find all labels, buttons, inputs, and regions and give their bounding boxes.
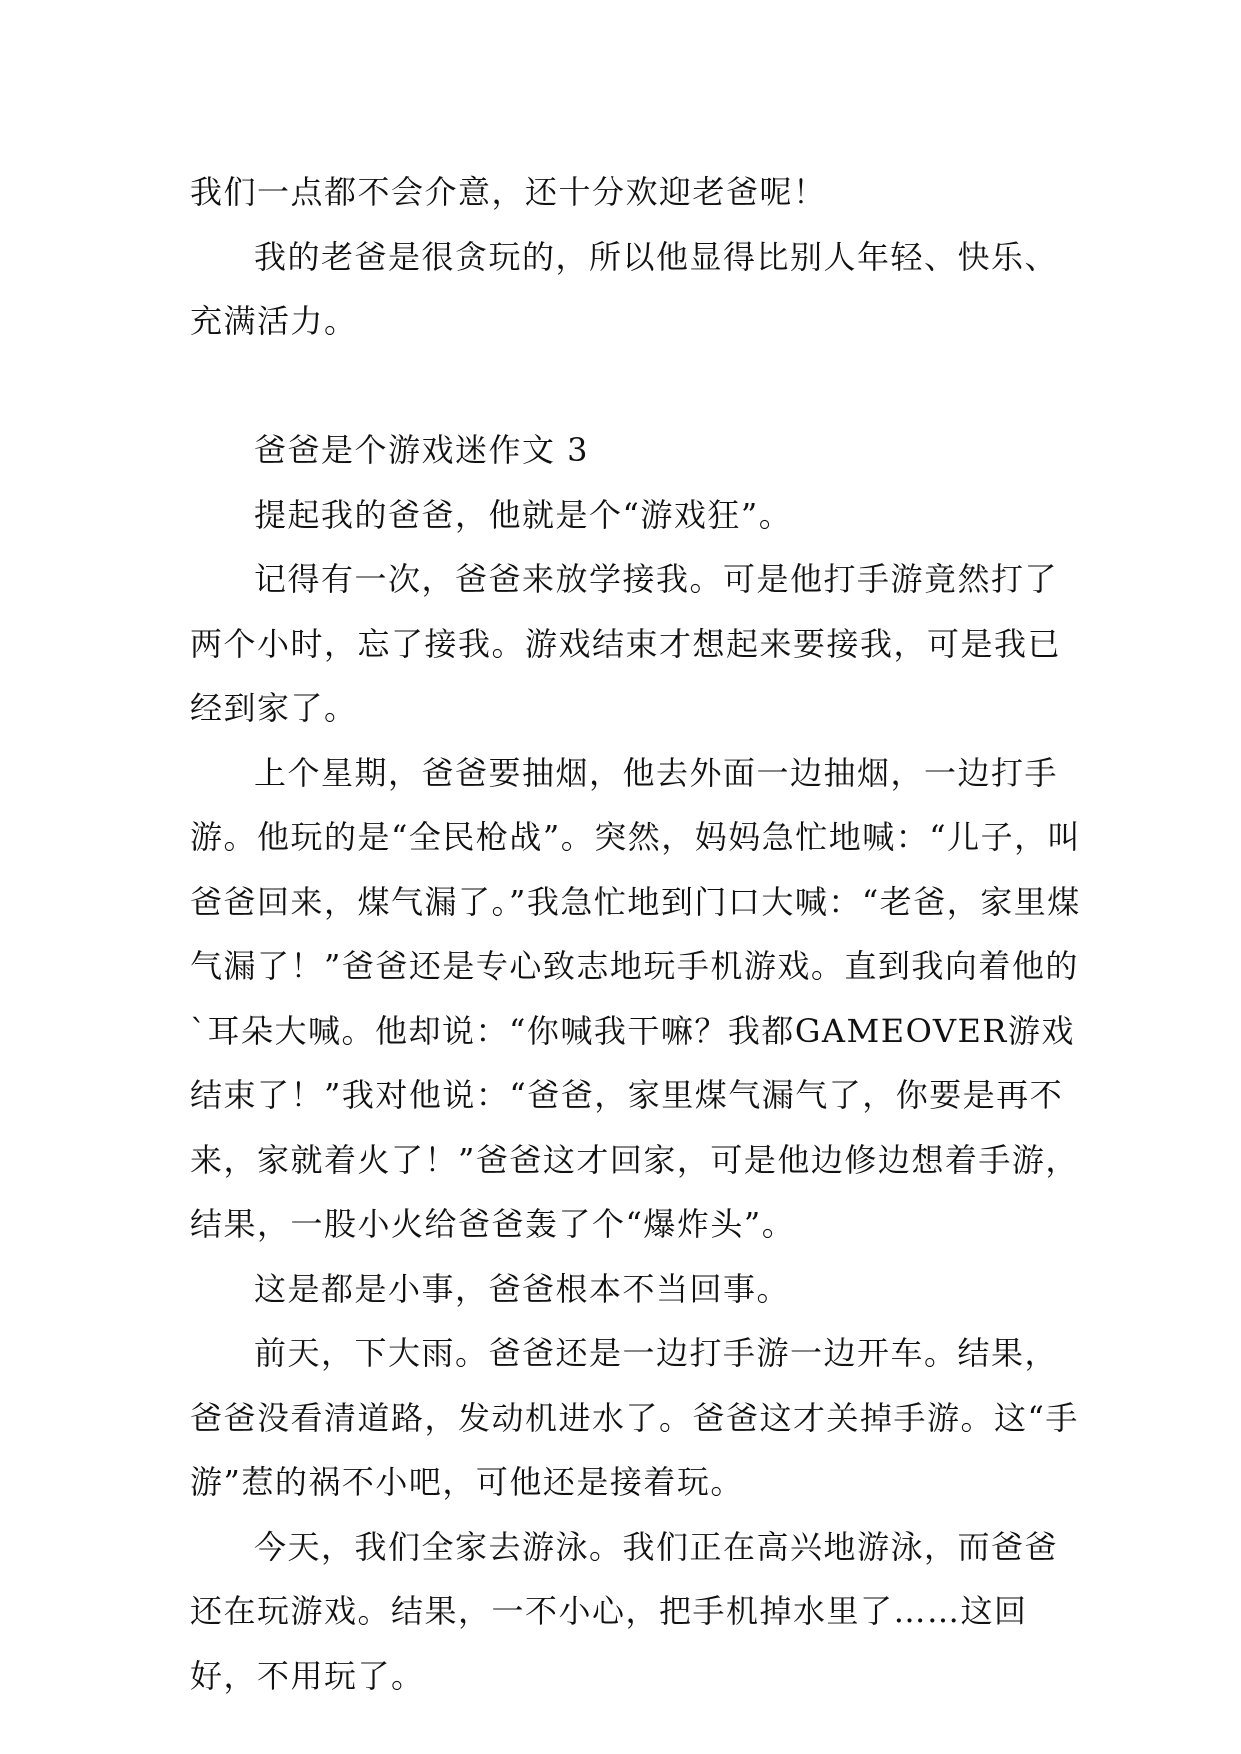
paragraph-gas-leak: 上个星期，爸爸要抽烟，他去外面一边抽烟，一边打手游。他玩的是“全民枪战”。突然，妈妈急忙地喊：“儿子，叫爸爸回来，煤气漏了。”我急忙地到门口大喊：“老爸，家里煤气漏了！”爸爸还是专心致志地玩手机游戏。直到我向着他的`耳朵大喊。他却说：“你喊我干嘛？我都GAMEOVER游戏结束了！”我对他说：“爸爸，家里煤气漏气了，你要是再不来，家就着火了！”爸爸这才回家，可是他边修边想着手游，结果，一股小火给爸爸轰了个“爆炸头”。 <box>190 753 1082 1243</box>
paragraph-forgot-pickup: 记得有一次，爸爸来放学接我。可是他打手游竟然打了两个小时，忘了接我。游戏结束才想起来要接我，可是我已经到家了。 <box>190 560 1062 727</box>
document-body <box>190 160 1090 1708</box>
section-spacer <box>190 354 1090 419</box>
paragraph-game-maniac: 提起我的爸爸，他就是个“游戏狂”。 <box>254 495 793 534</box>
paragraph-small-matters: 这是都是小事，爸爸根本不当回事。 <box>254 1269 791 1308</box>
paragraph-swimming: 今天，我们全家去游泳。我们正在高兴地游泳，而爸爸还在玩游戏。结果，一不小心，把手机掉水里了……这回好，不用玩了。 <box>190 1527 1059 1695</box>
paragraph-continuation: 我们一点都不会介意，还十分欢迎老爸呢！ <box>190 173 827 211</box>
section-title: 爸爸是个游戏迷作文 3 <box>254 431 590 469</box>
paragraph-rainy-drive: 前天，下大雨。爸爸还是一边打手游一边开车。结果，爸爸没看清道路，发动机进水了。爸爸这才关掉手游。这“手游”惹的祸不小吧，可他还是接着玩。 <box>190 1334 1079 1501</box>
paragraph-playful-dad: 我的老爸是很贪玩的，所以他显得比别人年轻、快乐、充满活力。 <box>190 237 1059 340</box>
